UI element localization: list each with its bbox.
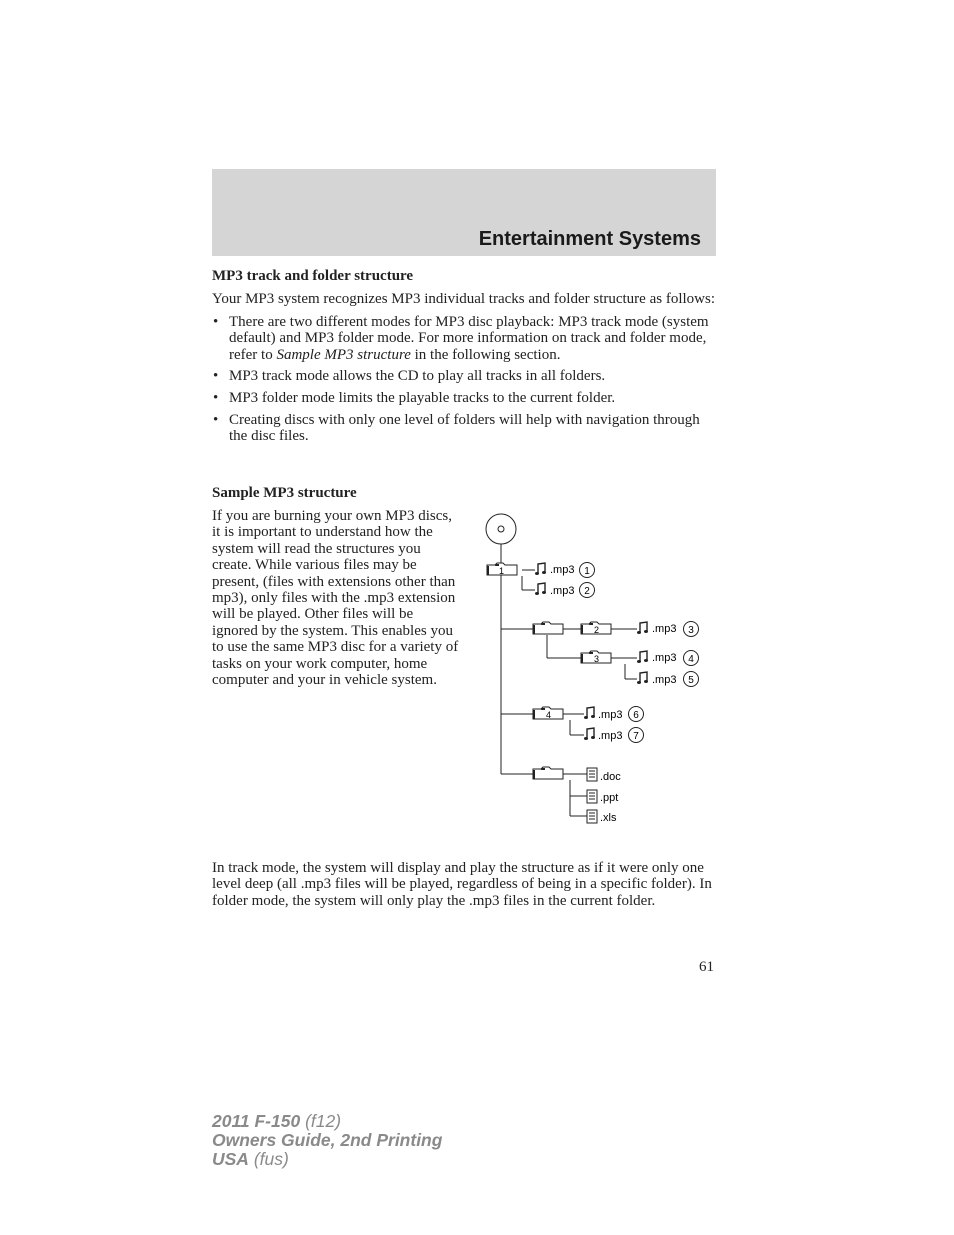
section-title: Entertainment Systems [478, 228, 701, 250]
folder-icon [487, 563, 517, 576]
svg-text:3: 3 [688, 625, 694, 636]
closing-paragraph: In track mode, the system will display and play the structure as if it were only one level deep (all .mp3 files will be played, regardless of being in a specific folder). In folder mode, the system will only play the .mp3 files in the current folder. [212, 860, 712, 909]
folder-icon [533, 707, 563, 720]
music-note-icon [584, 728, 595, 740]
sample-heading: Sample MP3 structure [212, 485, 357, 501]
svg-text:.mp3: .mp3 [550, 564, 575, 576]
list-item: • MP3 track mode allows the CD to play all tracks in all folders. [213, 368, 606, 385]
music-note-icon [535, 583, 546, 595]
svg-text:.xls: .xls [600, 812, 617, 824]
mp3-track [637, 622, 699, 637]
svg-text:.mp3: .mp3 [550, 585, 575, 597]
folder-icon [533, 622, 563, 634]
mp3-structure-section [212, 268, 716, 445]
sample-paragraph: If you are burning your own MP3 discs, it is important to understand how the system will read the structures you create. While various files may be present, (files with extensions other than mp3), only files with the .mp3 extension will be played. Other files will be ignored by the system. This enables you to use the same MP3 disc for a variety of tasks on your work computer, home computer and your in vehicle system. [212, 508, 459, 689]
mp3-track [637, 672, 699, 687]
mp3-track [535, 583, 595, 598]
svg-text:3: 3 [594, 654, 600, 664]
document-icon [587, 790, 597, 803]
bullet-icon: • [213, 313, 219, 330]
music-note-icon [637, 622, 648, 634]
svg-text:.mp3: .mp3 [652, 652, 677, 664]
svg-text:2: 2 [594, 625, 600, 635]
bullet-list [212, 314, 716, 445]
non-mp3-file [587, 810, 617, 824]
svg-text:1: 1 [499, 566, 505, 576]
page-number: 61 [699, 959, 714, 975]
bullet-icon: • [213, 390, 219, 407]
section-header-band [212, 169, 716, 256]
folder-icon [533, 767, 563, 779]
document-icon [587, 768, 597, 781]
svg-text:4: 4 [546, 710, 552, 720]
svg-text:.ppt: .ppt [600, 792, 619, 804]
music-note-icon [637, 651, 648, 663]
folder-icon [581, 622, 611, 635]
mp3-track [584, 728, 644, 743]
cross-reference: Sample MP3 structure [276, 346, 411, 363]
svg-text:.mp3: .mp3 [652, 674, 677, 686]
document-icon [587, 810, 597, 823]
svg-text:.mp3: .mp3 [652, 623, 677, 635]
intro-paragraph: Your MP3 system recognizes MP3 individual tracks and folder structure as follows: [212, 291, 715, 308]
mp3-folder-structure-diagram [470, 510, 710, 840]
svg-text:4: 4 [688, 654, 694, 665]
svg-text:5: 5 [688, 675, 694, 686]
music-note-icon [535, 563, 546, 575]
svg-text:.mp3: .mp3 [598, 709, 623, 721]
music-note-icon [584, 707, 595, 719]
bullet-icon: • [213, 368, 219, 385]
mp3-track [584, 707, 644, 722]
svg-text:.mp3: .mp3 [598, 730, 623, 742]
list-item: • Creating discs with only one level of folders will help with navigation through the disc files. [213, 411, 700, 445]
non-mp3-file [587, 790, 618, 804]
folder-icon [581, 651, 611, 664]
svg-text:2: 2 [584, 586, 590, 597]
svg-text:.doc: .doc [600, 771, 621, 783]
svg-text:6: 6 [633, 710, 639, 721]
list-item: • There are two different modes for MP3 disc playback: MP3 track mode (system default) and MP3 folder mode. For more information on track and folder mode, refer to Sample MP3 structure in the following section. [213, 313, 709, 363]
svg-text:7: 7 [633, 731, 639, 742]
document-footer: 2011 F-150 (f12) Owners Guide, 2nd Printing USA (fus) [212, 1111, 443, 1169]
list-item: • MP3 folder mode limits the playable tracks to the current folder. [213, 390, 616, 407]
section-heading: MP3 track and folder structure [212, 268, 414, 284]
mp3-track [637, 651, 699, 666]
mp3-track [535, 563, 595, 578]
svg-text:1: 1 [584, 566, 590, 577]
disc-icon [486, 514, 516, 544]
bullet-icon: • [213, 411, 219, 428]
music-note-icon [637, 672, 648, 684]
non-mp3-file [587, 768, 621, 783]
